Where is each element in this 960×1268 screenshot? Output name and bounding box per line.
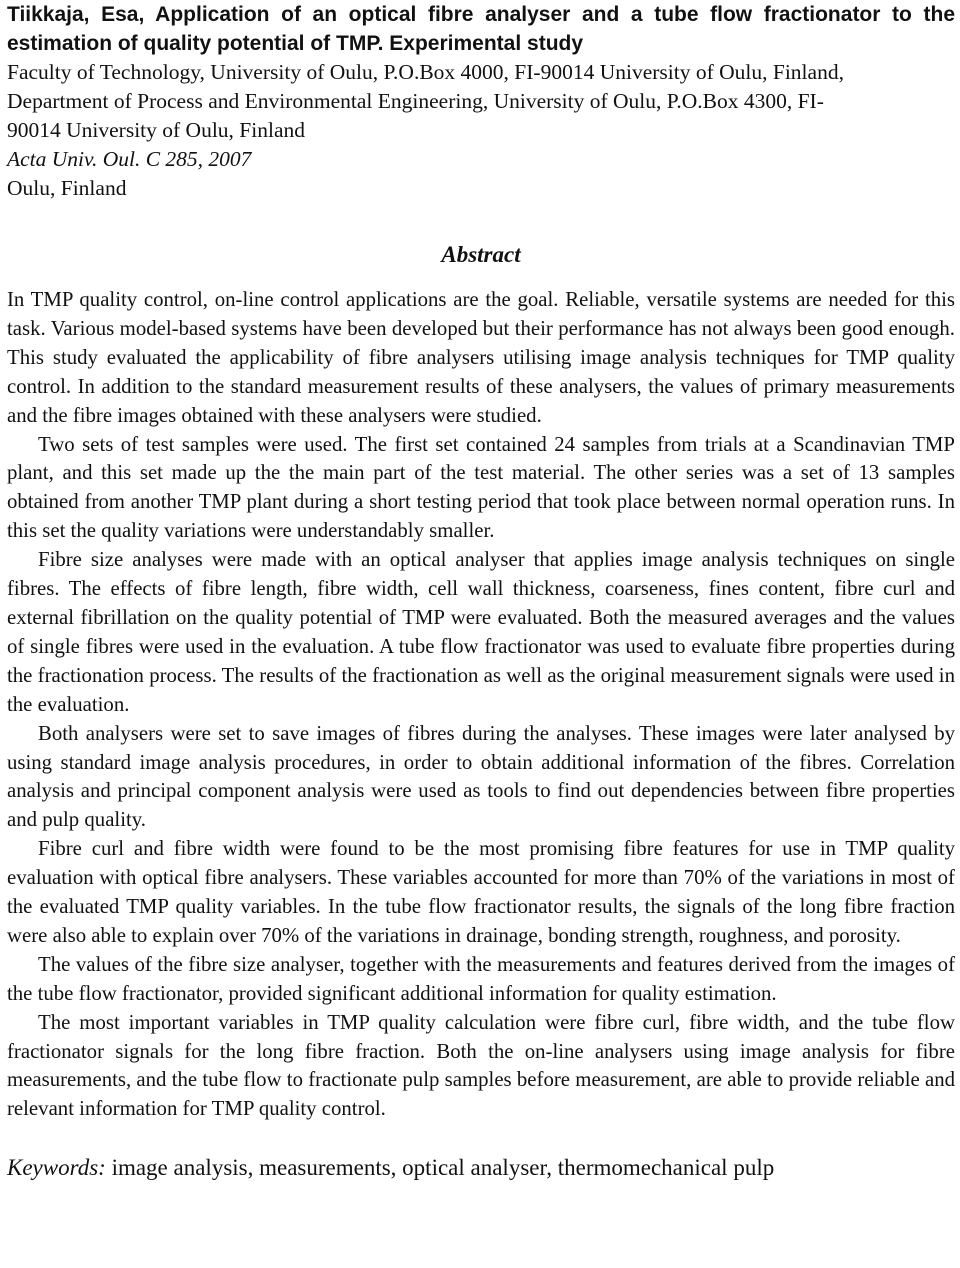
document-page	[7, 0, 955, 1183]
keywords-text: image analysis, measurements, optical analyser, thermomechanical pulp	[111, 1155, 775, 1181]
abstract-paragraph-7: The most important variables in TMP quality calculation were fibre curl, fibre width, and the tube flow fractionator signals for the long fibre fraction. Both the on-line analysers using image analysis for fibre measurements, and the tube flow to fractionate pulp samples before measurement, are able to provide reliable and relevant information for TMP quality control.	[7, 1010, 955, 1121]
abstract-paragraph-5: Fibre curl and fibre width were found to be the most promising fibre features for use in TMP quality evaluation with optical fibre analysers. These variables accounted for more than 70% of the variations in most of the evaluated TMP quality variables. In the tube flow fractionator results, the signals of the long fibre fraction were also able to explain over 70% of the variations in drainage, bonding strength, roughness, and porosity.	[7, 837, 955, 947]
abstract-paragraph-4: Both analysers were set to save images of fibres during the analyses. These images were later analysed by using standard image analysis procedures, in order to obtain additional information of the fibres. Correlation analysis and principal component analysis were used as tools to find out dependencies between fibre properties and pulp quality.	[7, 721, 955, 832]
abstract-body	[7, 286, 955, 1124]
document-title: Tiikkaja, Esa, Application of an optical fibre analyser and a tube flow fractionator to the estimation of quality potential of TMP. Experimental study	[7, 3, 955, 55]
affiliation-line-1: Faculty of Technology, University of Oulu, P.O.Box 4000, FI-90014 University of Oulu, Finland,	[7, 60, 844, 84]
keywords	[7, 1153, 955, 1183]
abstract-paragraph-1: In TMP quality control, on-line control applications are the goal. Reliable, versatile systems are needed for this task. Various model-based systems have been developed but their performance has not always been good enough. This study evaluated the applicability of fibre analysers utilising image analysis techniques for TMP quality control. In addition to the standard measurement results of these analysers, the values of primary measurements and the fibre images obtained with these analysers were studied.	[7, 288, 955, 427]
abstract-paragraph-2: Two sets of test samples were used. The first set contained 24 samples from trials at a Scandinavian TMP plant, and this set made up the the main part of the test material. The other series was a set of 13 samples obtained from another TMP plant during a short testing period that took place between normal operation runs. In this set the quality variations were understandably smaller.	[7, 432, 955, 543]
publication-place: Oulu, Finland	[7, 176, 127, 200]
journal-reference: Acta Univ. Oul. C 285, 2007	[7, 147, 252, 171]
abstract-heading: Abstract	[441, 242, 521, 267]
affiliation-line-3: 90014 University of Oulu, Finland	[7, 118, 305, 142]
keywords-label: Keywords:	[7, 1155, 106, 1181]
abstract-paragraph-3: Fibre size analyses were made with an optical analyser that applies image analysis techniques on single fibres. The effects of fibre length, fibre width, cell wall thickness, coarseness, fines content, fibre curl and external fibrillation on the quality potential of TMP were evaluated. Both the measured averages and the values of single fibres were used in the evaluation. A tube flow fractionator was used to evaluate fibre properties during the fractionation process. The results of the fractionation as well as the original measurement signals were used in the evaluation.	[7, 548, 955, 716]
citation-header	[7, 0, 955, 203]
affiliation	[7, 58, 955, 145]
affiliation-line-2: Department of Process and Environmental Engineering, University of Oulu, P.O.Box 4300, FI-	[7, 89, 824, 113]
abstract-paragraph-6: The values of the fibre size analyser, together with the measurements and features derived from the images of the tube flow fractionator, provided significant additional information for quality estimation.	[7, 952, 955, 1005]
